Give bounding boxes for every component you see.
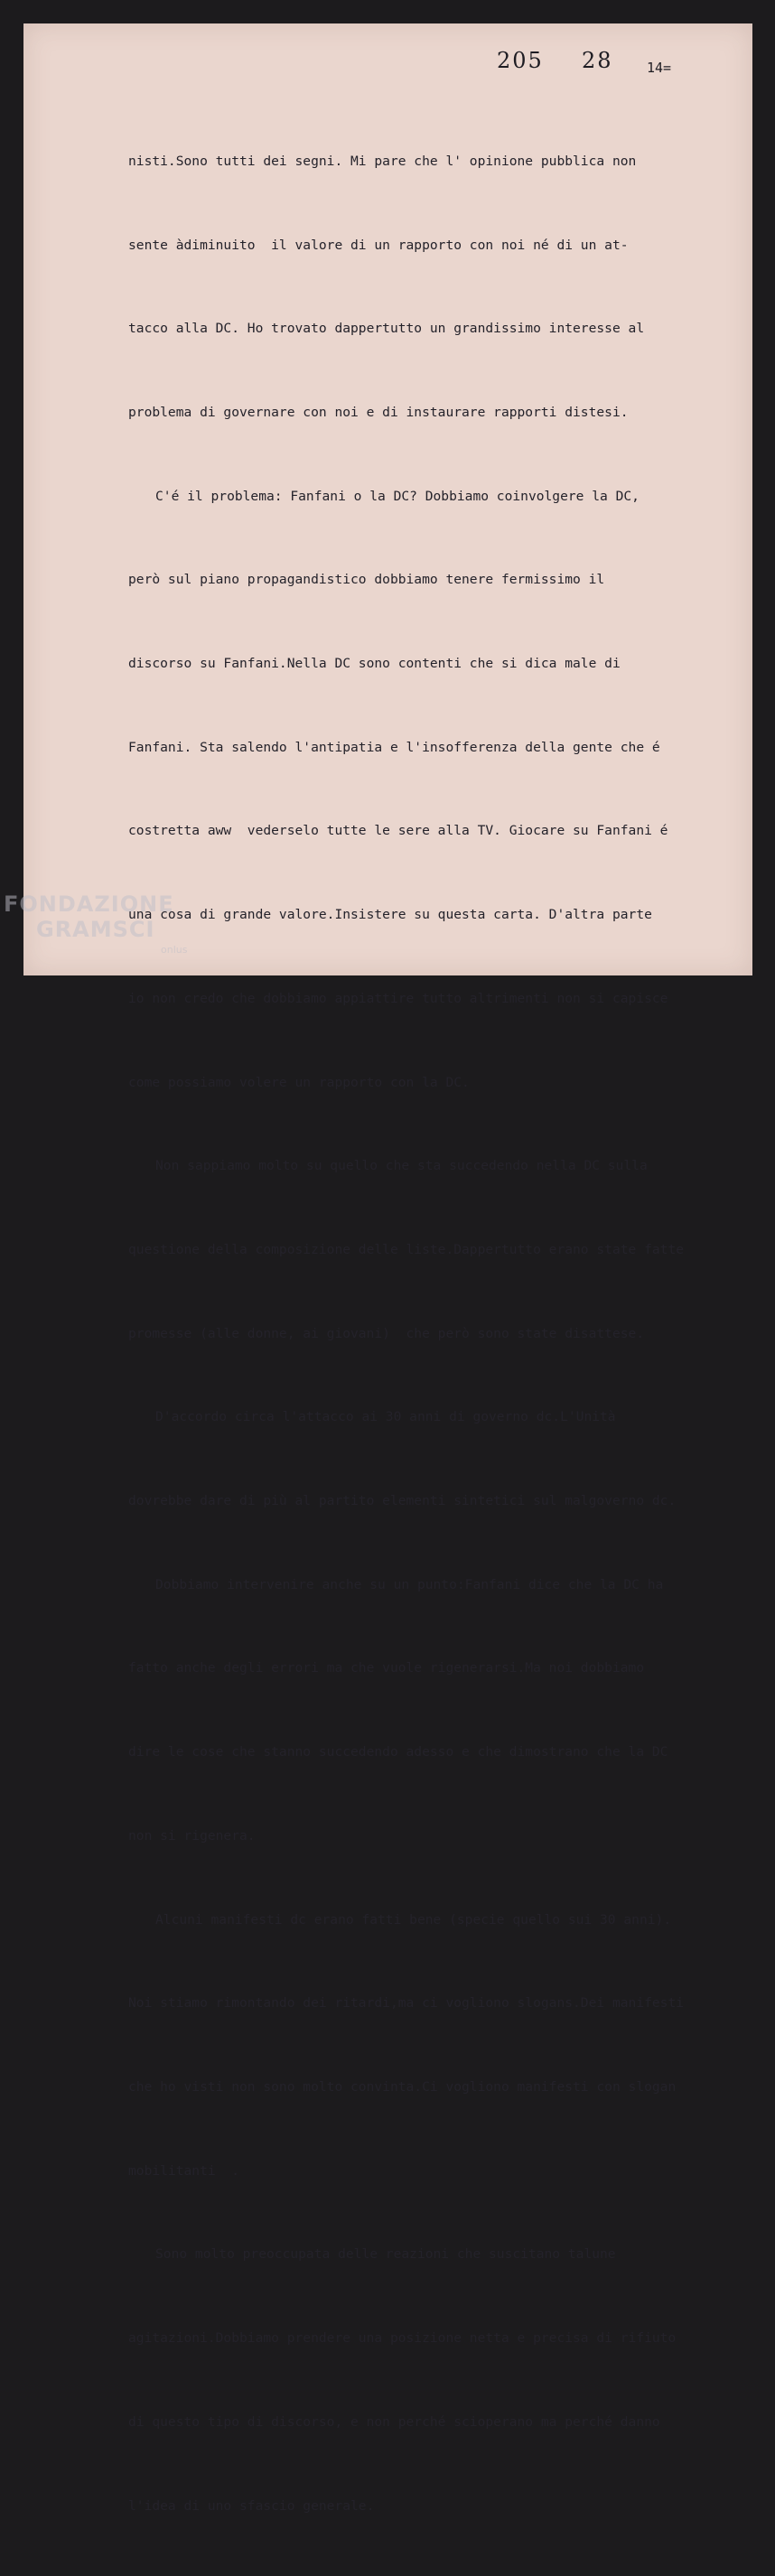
text-line: Noi stiamo rimontando dei ritardi,ma ci vogliono slogans.Dei manifesti [128,1995,685,2011]
text-line: sente àdiminuito il valore di un rapporto con noi né di un at- [128,237,629,253]
text-line: non si rigenera. [128,1827,256,1843]
text-line: come possiamo volere un rapporto con la DC. [128,1074,470,1090]
text-line: tacco alla DC. Ho trovato dappertutto un grandissimo interesse al [128,321,645,337]
text-line: di questo tipo di discorso, e non perché scioperano ma perché danno [128,2413,660,2430]
watermark-line-3: onlus [161,944,188,956]
text-line: che ho visti non sono molto convinta.Ci vogliono manifesti con slogan [128,2078,677,2095]
text-line: mobilitanti . [128,2162,240,2179]
text-line: Dobbiamo intervenire anche su un punto:Fanfani dice che la DC ha [155,1576,664,1592]
text-line: dire le cose che stanno succedendo adesso e che dimostrano che la DC [128,1744,668,1760]
text-line: questione della composizione delle liste.Dappertutto erano state fatte [128,1241,685,1257]
text-line: D'accordo circa l'attacco ai 30 anni di governo dc.L'Unità [155,1409,616,1425]
text-line: l'idea di uno sfascio generale. [128,2497,375,2514]
text-line: C'é il problema: Fanfani o la DC? Dobbiamo coinvolgere la DC, [155,488,640,504]
text-line: Alcuni manifesti dc erano fatti bene (specie quello sui 30 anni). [155,1911,672,1927]
watermark-line-1: FONDAZIONE [4,891,174,917]
text-line: nisti.Sono tutti dei segni. Mi pare che l' opinione pubblica non [128,153,637,169]
text-line: dovrebbe dare di più al partito elementi sintetici sul malgoverno dc. [128,1493,677,1509]
text-line: problema di governare con noi e di instaurare rapporti distesi. [128,404,629,420]
page-number: 28 [582,48,613,73]
text-line: fatto anche degli errori ma che vuole rigenerarsi.Ma noi dobbiamo [128,1660,645,1676]
text-line: però sul piano propagandistico dobbiamo tenere fermissimo il [128,572,605,588]
text-line: costretta aww vederselo tutte le sere alla TV. Giocare su Fanfani é [128,823,668,839]
text-line: Non sappiamo molto su quello che sta succedendo nella DC sulla [155,1158,648,1174]
text-line: promesse (alle donne, ai giovani) che però sono state disattese. [128,1325,645,1341]
sheet-number: 14= [647,60,672,76]
text-line: agitazioni.Dobbiamo prendere una posizione netta e precisa di rifiuto [128,2330,677,2347]
text-line: io non credo che dobbiamo appiattire tutto altrimenti non si capisce [128,990,668,1006]
text-line: una cosa di grande valore.Insistere su questa carta. D'altra parte [128,907,652,923]
text-line: discorso su Fanfani.Nella DC sono contenti che si dica male di [128,656,621,672]
text-line: Sono molto preoccupata delle reazioni che suscitano talune [155,2246,616,2263]
fondazione-gramsci-watermark [0,890,217,975]
archive-number: 205 [497,48,544,73]
watermark-line-2: GRAMSCI [36,917,155,942]
document-page [23,23,752,2514]
text-line: Fanfani. Sta salendo l'antipatia e l'insofferenza della gente che é [128,739,660,755]
typewritten-text [128,92,752,2576]
